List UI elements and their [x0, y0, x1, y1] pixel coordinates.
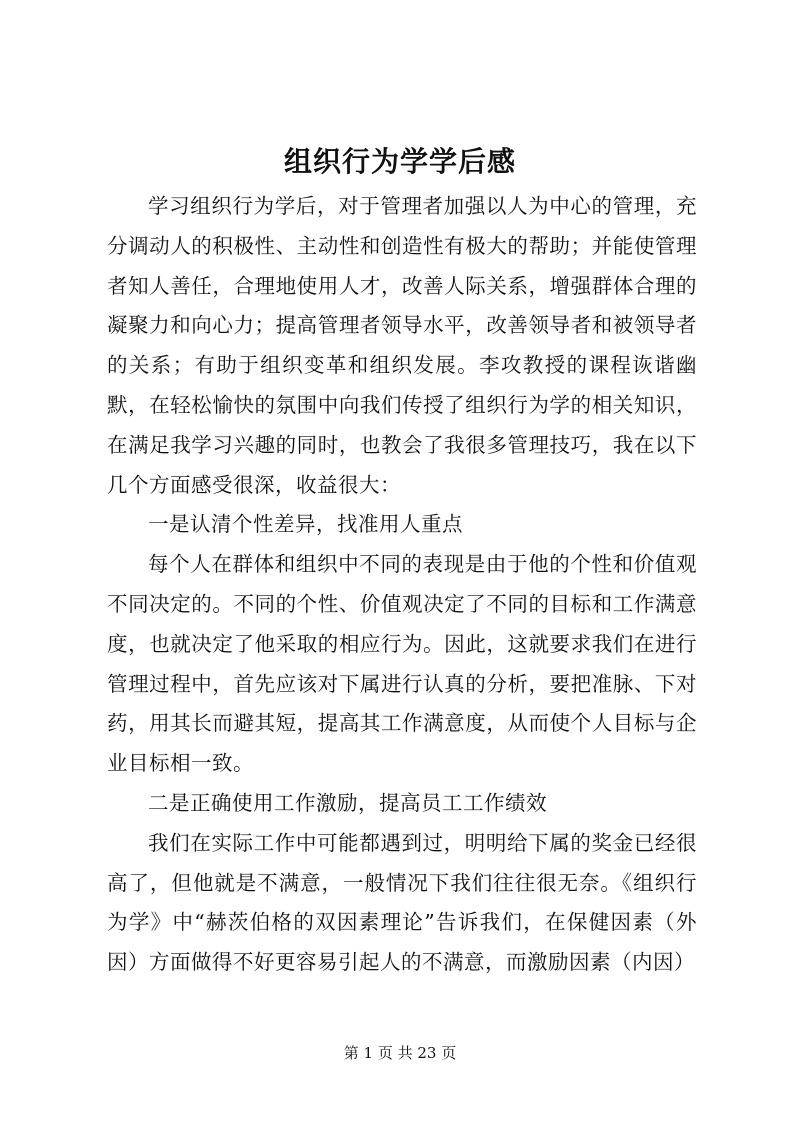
paragraph-section-1: 每个人在群体和组织中不同的表现是由于他的个性和价值观不同决定的。不同的个性、价值观决定了不同的目标和工作满意度，也就决定了他采取的相应行为。因此，这就要求我们在进行管理过程中，首先应该对下属进行认真的分析，要把准脉、下对药，用其长而避其短，提高其工作满意度，从而使个人目标与企业目标相一致。	[107, 552, 697, 776]
paragraph-intro: 学习组织行为学后，对于管理者加强以人为中心的管理，充分调动人的积极性、主动性和创造性有极大的帮助；并能使管理者知人善任，合理地使用人才，改善人际关系，增强群体合理的凝聚力和向心力；提高管理者领导水平，改善领导者和被领导者的关系；有助于组织变革和组织发展。李攻教授的课程诙谐幽默，在轻松愉快的氛围中向我们传授了组织行为学的相关知识，在满足我学习兴趣的同时，也教会了我很多管理技巧，我在以下几个方面感受很深，收益很大：	[107, 194, 697, 497]
document-title: 组织行为学学后感	[283, 145, 516, 178]
paragraph-section-2: 我们在实际工作中可能都遇到过，明明给下属的奖金已经很高了，但他就是不满意，一般情况下我们往往很无奈。《组织行为学》中“赫茨伯格的双因素理论”告诉我们，在保健因素（外因）方面做得不好更容易引起人的不满意，而激励因素（内因）	[107, 830, 697, 975]
document-body	[107, 187, 697, 983]
page-footer: 第 1 页 共 23 页	[343, 1044, 457, 1062]
section-heading-2: 二是正确使用工作激励，提高员工工作绩效	[148, 790, 547, 815]
section-heading-1: 一是认清个性差异，找准用人重点	[148, 512, 463, 537]
